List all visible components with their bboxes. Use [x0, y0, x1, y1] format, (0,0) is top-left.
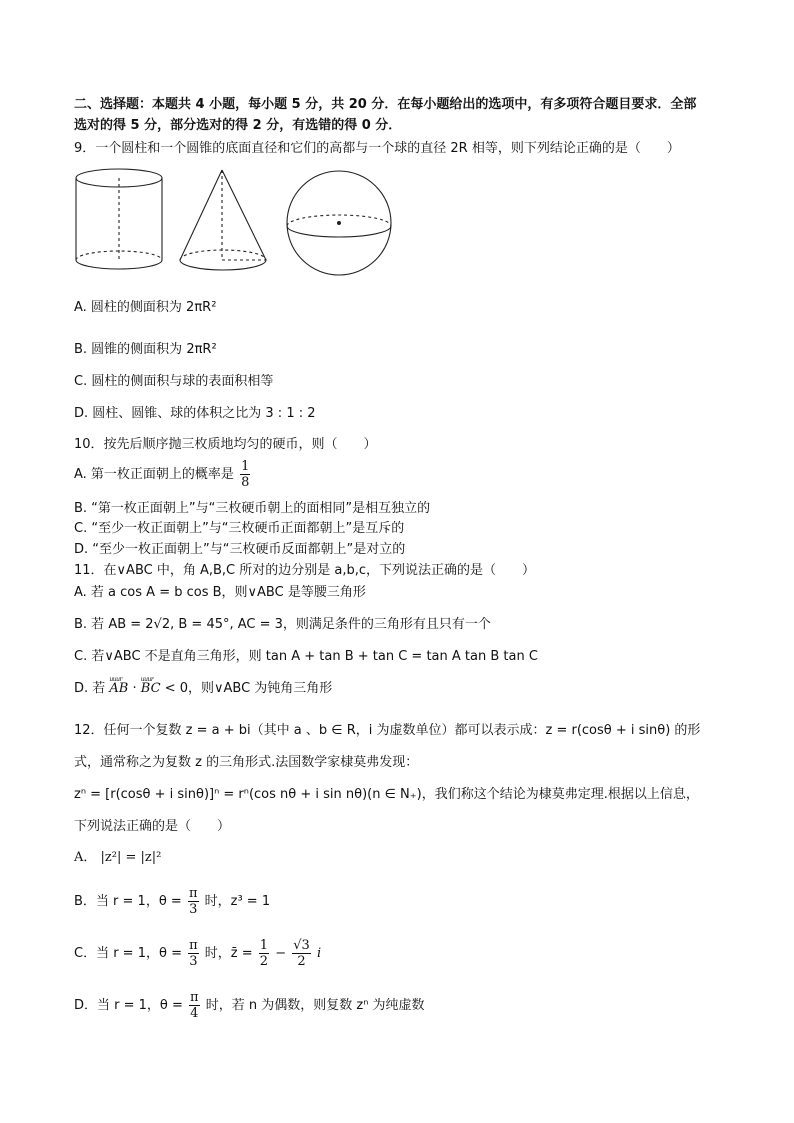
- q10-fraction: $\frac{1}{8}$: [241, 459, 250, 490]
- q12-stem-line2: 式，通常称之为复数 z 的三角形式.法国数学家棣莫弗发现：: [74, 755, 419, 770]
- q12-stem-line4: 下列说法正确的是（ ）: [74, 819, 231, 834]
- vector-bc: uuur BC: [141, 680, 161, 698]
- cone-icon: [177, 166, 271, 274]
- section-heading-line1: 二、选择题：本题共 4 小题，每小题 5 分，共 20 分．在每小题给出的选项中，有多项符合题目要求．全部: [74, 97, 697, 112]
- q10-stem: 10．按先后顺序抛三枚质地均匀的硬币，则（ ）: [74, 437, 377, 452]
- q11-option-a: A. 若 a cos A = b cos B，则∨ABC 是等腰三角形: [74, 585, 366, 600]
- q12-option-c: C．当 r = 1，θ = $\frac{\pi}{3}$ 时，z̄ = $\frac{1}{2}$ − $\frac{√3}{2}$ i: [74, 938, 322, 969]
- q10-option-d: D. “至少一枚正面朝上”与“三枚硬币反面都朝上”是对立的: [74, 542, 406, 557]
- q9-option-a: A. 圆柱的侧面积为 2πR²: [74, 300, 217, 315]
- q9-stem: 9．一个圆柱和一个圆锥的底面直径和它们的高都与一个球的直径 2R 相等，则下列结论正确的是（ ）: [74, 141, 680, 156]
- cylinder-icon: [72, 166, 166, 274]
- q12-option-b: B．当 r = 1，θ = $\frac{\pi}{3}$ 时，z³ = 1: [74, 886, 271, 917]
- q9-option-c: C. 圆柱的侧面积与球的表面积相等: [74, 374, 274, 389]
- q10-option-a: A. 第一枚正面朝上的概率是 $\frac{1}{8}$: [74, 459, 250, 490]
- pi-over-3-fraction: $\frac{\pi}{3}$: [188, 886, 198, 917]
- q9-option-d: D. 圆柱、圆锥、球的体积之比为 3 : 1 : 2: [74, 406, 316, 421]
- q11-option-b: B. 若 AB = 2√2, B = 45°, AC = 3，则满足条件的三角形有且只有一个: [74, 617, 491, 632]
- q12-stem-line3: zⁿ = [r(cosθ + i sinθ)]ⁿ = rⁿ(cos nθ + i sin nθ)(n ∈ N₊)，我们称这个结论为棣莫弗定理.根据以上信息，: [74, 787, 699, 802]
- vector-ab: uuur AB: [109, 680, 128, 698]
- q12-option-a: A． |z²| = |z|²: [74, 850, 162, 865]
- pi-over-4-fraction: $\frac{\pi}{4}$: [190, 990, 199, 1021]
- section-heading-line2: 选对的得 5 分，部分选对的得 2 分，有选错的得 0 分．: [74, 118, 402, 133]
- q10-option-b: B. “第一枚正面朝上”与“三枚硬币朝上的面相同”是相互独立的: [74, 501, 431, 516]
- q11-option-d: D. 若 uuur AB · uuur BC < 0，则∨ABC 为钝角三角形: [74, 680, 332, 698]
- q10-option-c: C. “至少一枚正面朝上”与“三枚硬币正面都朝上”是互斥的: [74, 521, 405, 536]
- sphere-icon: [283, 169, 395, 279]
- sqrt3-over-2-fraction: $\frac{√3}{2}$: [293, 938, 310, 969]
- pi-over-3-fraction: $\frac{\pi}{3}$: [189, 938, 198, 969]
- q11-option-c: C. 若∨ABC 不是直角三角形，则 tan A + tan B + tan C = tan A tan B tan C: [74, 649, 538, 664]
- q12-stem-line1: 12．任何一个复数 z = a + bi（其中 a 、b ∈ R，i 为虚数单位）都可以表示成：z = r(cosθ + i sinθ) 的形: [74, 723, 701, 738]
- q9-option-b: B. 圆锥的侧面积为 2πR²: [74, 342, 217, 357]
- one-half-fraction: $\frac{1}{2}$: [259, 938, 269, 969]
- q12-option-d: D．当 r = 1，θ = $\frac{\pi}{4}$ 时，若 n 为偶数，则复数 zⁿ 为纯虚数: [74, 990, 425, 1021]
- q11-stem: 11．在∨ABC 中，角 A,B,C 所对的边分别是 a,b,c，下列说法正确的是（ ）: [74, 563, 536, 578]
